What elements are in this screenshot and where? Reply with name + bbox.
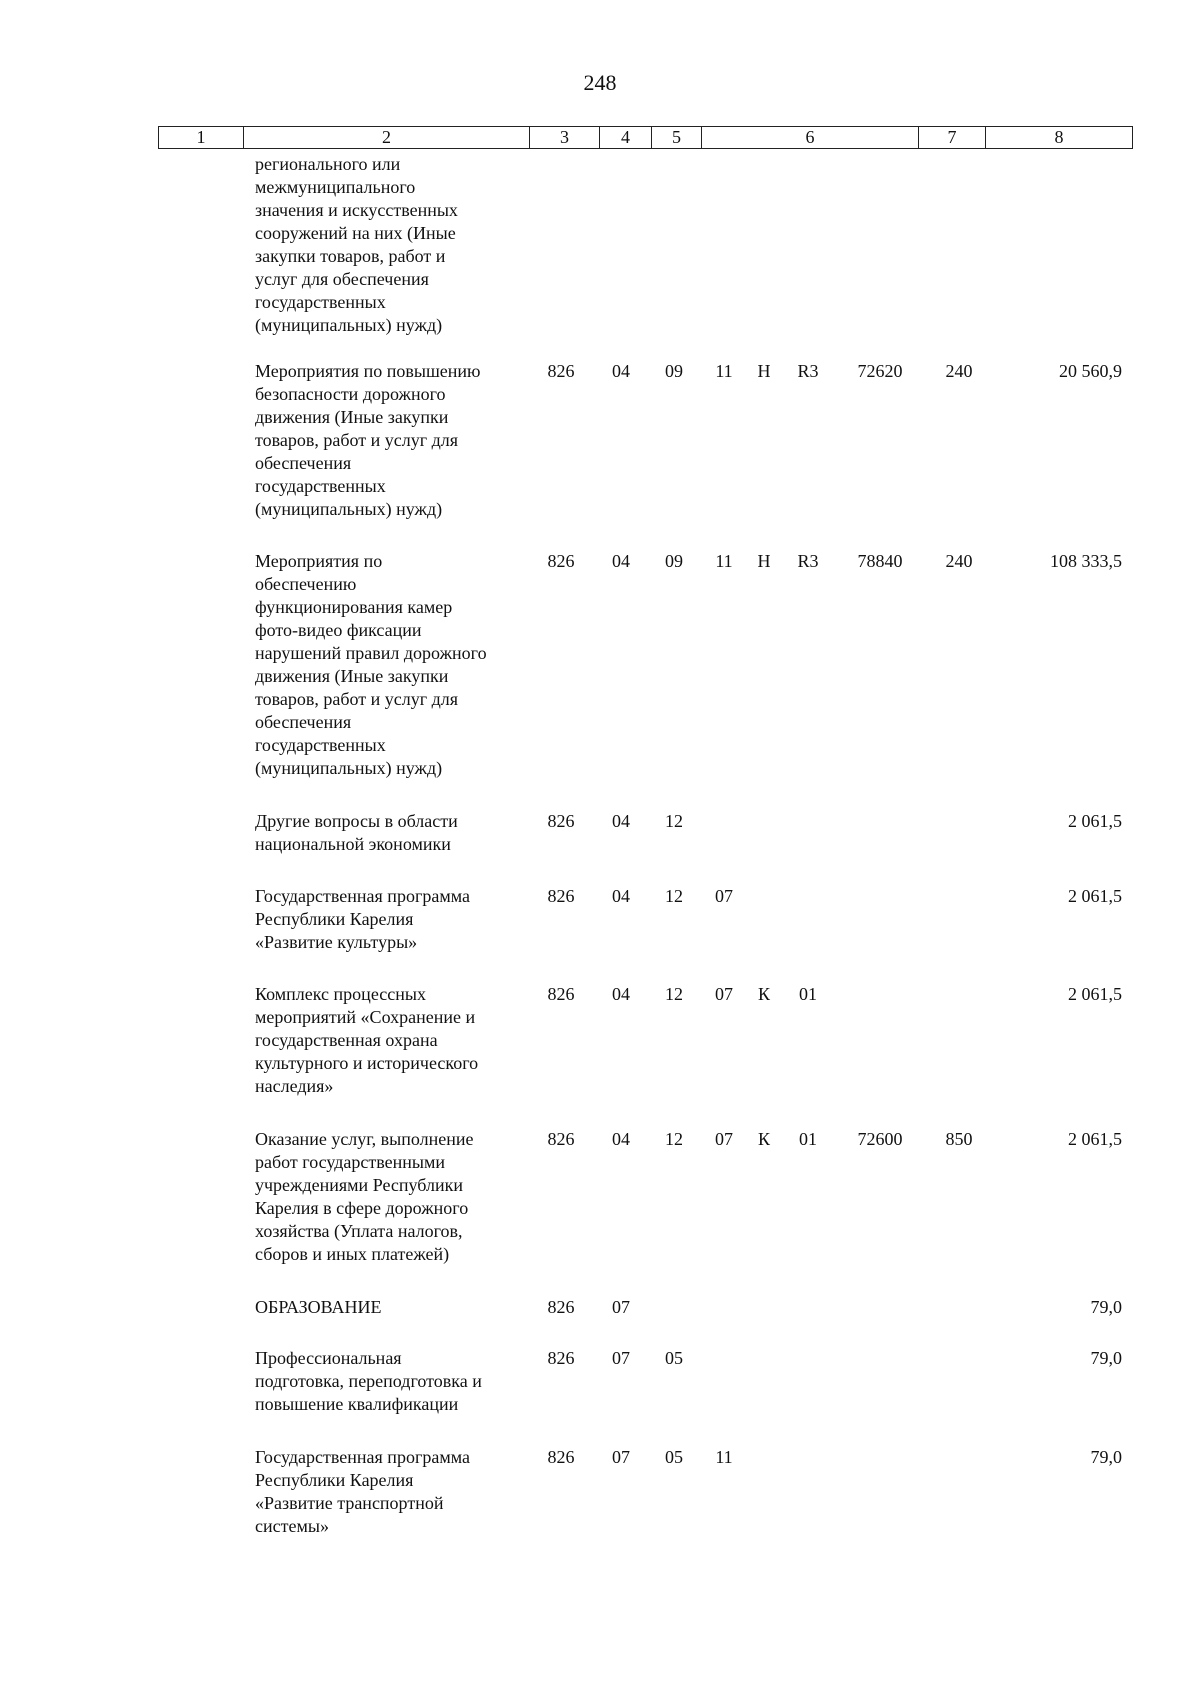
target-article-program: 11	[715, 361, 733, 381]
amount: 79,0	[1090, 1297, 1122, 1317]
row-description: Мероприятия по обеспечению функционирования камер фото-видео фиксации нарушений правил дорожного движения (Иные закупки товаров, работ и услуг для обеспечения государственных (муниципальных) нужд)	[255, 551, 487, 778]
column-header-7: 7	[919, 127, 986, 149]
section-code: 04	[612, 886, 630, 906]
subsection-code: 05	[665, 1348, 683, 1368]
expense-type-code: 240	[945, 361, 973, 381]
ministry-code: 826	[547, 811, 575, 831]
subsection-code: 12	[665, 886, 683, 906]
target-article-type: Н	[757, 361, 771, 381]
column-header-6: 6	[702, 127, 919, 149]
page-number: 248	[583, 70, 617, 95]
row-description: Оказание услуг, выполнение работ государственными учреждениями Республики Карелия в сфере дорожного хозяйства (Уплата налогов, сборов и иных платежей)	[255, 1129, 474, 1264]
amount: 2 061,5	[1068, 886, 1122, 906]
target-article-direction: 72600	[857, 1129, 903, 1149]
section-code: 07	[612, 1348, 630, 1368]
ministry-code: 826	[547, 886, 575, 906]
row-description: Комплекс процессных мероприятий «Сохранение и государственная охрана культурного и исторического наследия»	[255, 984, 479, 1096]
target-article-type: К	[757, 1129, 770, 1149]
ministry-code: 826	[547, 1297, 575, 1317]
table-row	[0, 1347, 1200, 1446]
ministry-code: 826	[547, 551, 575, 571]
target-article-program: 11	[715, 1447, 733, 1467]
row-description: ОБРАЗОВАНИЕ	[255, 1297, 382, 1317]
target-article-subprogram: R3	[797, 361, 819, 381]
table-row	[0, 153, 1200, 360]
column-header-3: 3	[530, 127, 600, 149]
target-article-direction: 72620	[857, 361, 903, 381]
table-row	[0, 885, 1200, 983]
target-article-subprogram: 01	[799, 1129, 817, 1149]
target-article-subprogram: R3	[797, 551, 819, 571]
target-article-type: Н	[757, 551, 771, 571]
section-code: 04	[612, 984, 630, 1004]
column-header-row	[159, 127, 1133, 149]
budget-table-body	[0, 153, 1200, 1546]
subsection-code: 12	[665, 1129, 683, 1149]
subsection-code: 09	[665, 551, 683, 571]
section-code: 07	[612, 1297, 630, 1317]
target-article-program: 11	[715, 551, 733, 571]
section-code: 04	[612, 1129, 630, 1149]
column-header-table	[158, 126, 1133, 149]
column-header-2: 2	[244, 127, 530, 149]
amount: 79,0	[1090, 1447, 1122, 1467]
target-article-program: 07	[715, 886, 733, 906]
target-article-direction: 78840	[857, 551, 903, 571]
target-article-type: К	[757, 984, 770, 1004]
ministry-code: 826	[547, 1348, 575, 1368]
ministry-code: 826	[547, 984, 575, 1004]
row-description: Государственная программа Республики Карелия «Развитие транспортной системы»	[255, 1447, 470, 1536]
target-article-subprogram: 01	[799, 984, 817, 1004]
expense-type-code: 240	[945, 551, 973, 571]
subsection-code: 12	[665, 984, 683, 1004]
ministry-code: 826	[547, 1447, 575, 1467]
amount: 20 560,9	[1059, 361, 1122, 381]
section-code: 04	[612, 551, 630, 571]
amount: 2 061,5	[1068, 1129, 1122, 1149]
table-row	[0, 360, 1200, 550]
target-article-program: 07	[715, 1129, 733, 1149]
table-row	[0, 1128, 1200, 1296]
section-code: 04	[612, 811, 630, 831]
table-row	[0, 550, 1200, 810]
target-article-program: 07	[715, 984, 733, 1004]
row-description: регионального или межмуниципального значения и искусственных сооружений на них (Иные закупки товаров, работ и услуг для обеспечения государственных (муниципальных) нужд)	[255, 154, 458, 335]
amount: 79,0	[1090, 1348, 1122, 1368]
amount: 2 061,5	[1068, 984, 1122, 1004]
column-header-8: 8	[986, 127, 1133, 149]
section-code: 07	[612, 1447, 630, 1467]
row-description: Мероприятия по повышению безопасности дорожного движения (Иные закупки товаров, работ и услуг для обеспечения государственных (муниципальных) нужд)	[255, 361, 481, 519]
subsection-code: 12	[665, 811, 683, 831]
ministry-code: 826	[547, 361, 575, 381]
table-row	[0, 983, 1200, 1128]
section-code: 04	[612, 361, 630, 381]
amount: 108 333,5	[1050, 551, 1122, 571]
row-description: Профессиональная подготовка, переподготовка и повышение квалификации	[255, 1348, 482, 1414]
subsection-code: 05	[665, 1447, 683, 1467]
amount: 2 061,5	[1068, 811, 1122, 831]
row-description: Государственная программа Республики Карелия «Развитие культуры»	[255, 886, 470, 952]
table-row	[0, 1296, 1200, 1347]
table-row	[0, 810, 1200, 885]
expense-type-code: 850	[945, 1129, 973, 1149]
column-header-4: 4	[600, 127, 652, 149]
row-description: Другие вопросы в области национальной экономики	[255, 811, 458, 854]
column-header-1: 1	[159, 127, 244, 149]
table-row	[0, 1446, 1200, 1546]
column-header-5: 5	[652, 127, 702, 149]
ministry-code: 826	[547, 1129, 575, 1149]
subsection-code: 09	[665, 361, 683, 381]
